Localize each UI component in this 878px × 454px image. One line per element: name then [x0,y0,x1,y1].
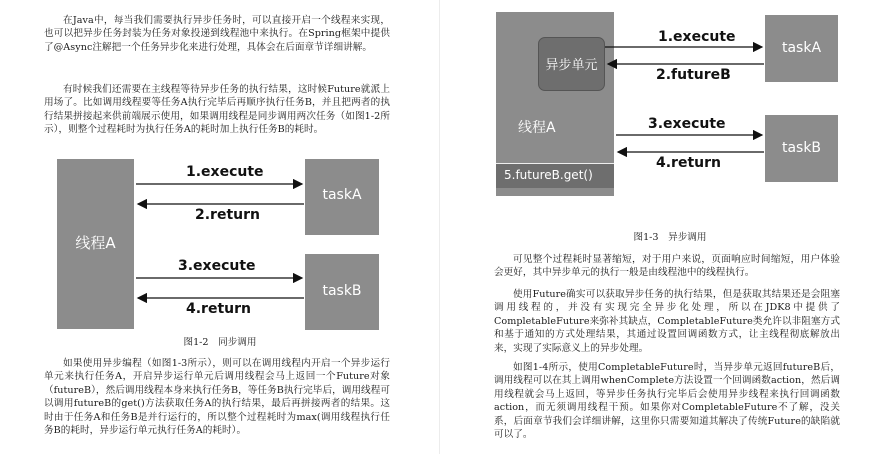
left-paragraph-3: 如果使用异步编程（如图1-3所示），则可以在调用线程内开启一个异步运行单元来执行任务A，开启异步运行单元后调用线程会马上返回一个Future对象（futureB），然后调用线程本身来执行任务B，等任务B执行完毕后，调用线程可以调用futureB的get()方法获取任务A的执行结果，最后再拼接两者的结果。这时由于任务A和任务B是并行运行的，所以整个过程耗时为max(调用线程执行任务B的耗时，异步运行单元执行任务A的耗时）。 [44,358,390,437]
task-b-label: taskB [322,283,362,299]
label-1-execute: 1.execute [658,29,736,45]
thread-a-label: 线程A [75,234,116,252]
left-paragraph-1: 在Java中，每当我们需要执行异步任务时，可以直接开启一个线程来实现，也可以把异步任务封装为任务对象投递到线程池中来执行。在Spring框架中提供了@Async注解把一个任务异步化来进行处理，具体会在后面章节详细讲解。 [44,15,390,53]
label-4-return: 4.return [186,301,251,317]
future-get-label: 5.futureB.get() [504,168,593,182]
label-4-return: 4.return [656,155,721,171]
right-paragraph-2: 使用Future确实可以获取异步任务的执行结果，但是获取其结果还是会阻塞调用线程的，并没有实现完全异步化处理，所以在JDK8中提供了CompletableFuture来弥补其缺点，CompletableFuture类允许以非阻塞方式和基于通知的方式处理结果，其通过设置回调函数方式，让主线程彻底解放出来，实现了实际意义上的异步处理。 [494,289,840,354]
figure-1-2-caption: 图1-2 同步调用 [183,337,257,348]
task-a-label: taskA [781,40,822,56]
right-page [439,0,878,454]
label-3-execute: 3.execute [648,116,726,132]
right-paragraph-3: 如图1-4所示，使用CompletableFuture时，当异步单元返回futureB后，调用线程可以在其上调用whenComplete方法设置一个回调函数action，然后调用线程就会马上返回，等异步任务执行完毕后会使用异步线程来执行回调函数action，而无须调用线程干预。如果你对CompletableFuture不了解，没关系，后面章节我们会详细讲解，这里你只需要知道其解决了传统Future的缺陷就可以了。 [494,362,840,441]
label-2-return: 2.return [195,207,260,223]
label-2-futureb: 2.futureB [656,67,731,83]
label-3-execute: 3.execute [178,258,256,274]
right-paragraph-1: 可见整个过程耗时显著缩短，对于用户来说，页面响应时间缩短，用户体验会更好，其中异步单元的执行一般是由线程池中的线程执行。 [494,254,840,279]
thread-a-label: 线程A [518,120,556,136]
async-unit-label: 异步单元 [545,58,598,73]
left-paragraph-2: 有时候我们还需要在主线程等待异步任务的执行结果，这时候Future就派上用场了。比如调用线程要等任务A执行完毕后再顺序执行任务B，并且把两者的执行结果拼接起来供前端展示使用，如果调用线程是同步调用两次任务（如图1-2所示），则整个过程耗时为执行任务A的耗时加上执行任务B的耗时。 [44,84,390,136]
label-1-execute: 1.execute [186,164,264,180]
task-a-label: taskA [322,187,362,203]
task-b-label: taskB [781,140,822,156]
figure-1-3-caption: 图1-3 异步调用 [633,232,707,243]
